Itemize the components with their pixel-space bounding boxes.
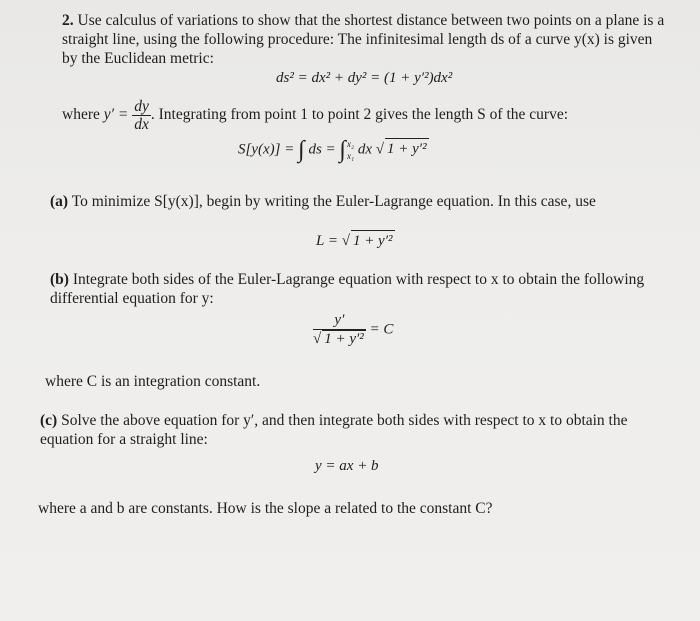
part-b-line-1: (b) Integrate both sides of the Euler-Lagrange equation with respect to x to obtain the following: [50, 271, 645, 288]
differential-equation: $\frac{y'}{\text{√ 1 + y′²}}$ = C: [313, 312, 394, 347]
part-c-line-2: equation for a straight line:: [40, 431, 208, 448]
sqrt-symbol: √: [375, 141, 385, 158]
part-b-line-2: differential equation for y:: [50, 290, 214, 307]
length-equation: S[y(x)] = ∫ ds = ∫ x₂ x₁ dx √ 1 + y′²: [238, 137, 427, 163]
problem-number: 2.: [62, 12, 74, 29]
sqrt-symbol: √: [341, 233, 350, 249]
dy-dx-fraction: $\frac{dy}{dx}$: [134, 98, 149, 133]
lagrangian-equation: L = √ 1 + y′²: [316, 230, 395, 251]
part-b-label: (b): [50, 271, 69, 288]
definite-integral-sign: ∫: [339, 137, 346, 163]
part-c-label: (c): [40, 412, 58, 429]
straight-line-equation: y = ax + b: [315, 458, 379, 474]
intro-line-2: straight line, using the following procedure: The infinitesimal length ds of a curve y(x) is given: [62, 31, 653, 48]
intro-line-1: 2. Use calculus of variations to show that the shortest distance between two points on a plane is a: [62, 12, 665, 29]
metric-equation: ds² = dx² + dy² = (1 + y′²)dx²: [276, 70, 453, 86]
sqrt-symbol: √: [313, 331, 322, 347]
integral-limits: x₂ x₁: [346, 139, 355, 161]
part-a-label: (a): [50, 193, 69, 210]
part-c-line-1: (c) Solve the above equation for y′, and then integrate both sides with respect to x to obtain the: [40, 412, 628, 429]
part-b-where: where C is an integration constant.: [45, 373, 261, 390]
part-c-final: where a and b are constants. How is the slope a related to the constant C?: [38, 500, 493, 517]
intro-line-3: by the Euclidean metric:: [62, 50, 214, 67]
yprime-fraction: $\frac{y'}{\text{√ 1 + y′²}}$: [313, 312, 364, 347]
where-yprime-line: where y′ = $\frac{dy}{dx}$ . Integrating from point 1 to point 2 gives the length S of the curve:: [62, 98, 569, 133]
integral-sign: ∫: [298, 137, 305, 163]
part-a-text: (a) To minimize S[y(x)], begin by writing the Euler-Lagrange equation. In this case, use: [50, 193, 596, 210]
